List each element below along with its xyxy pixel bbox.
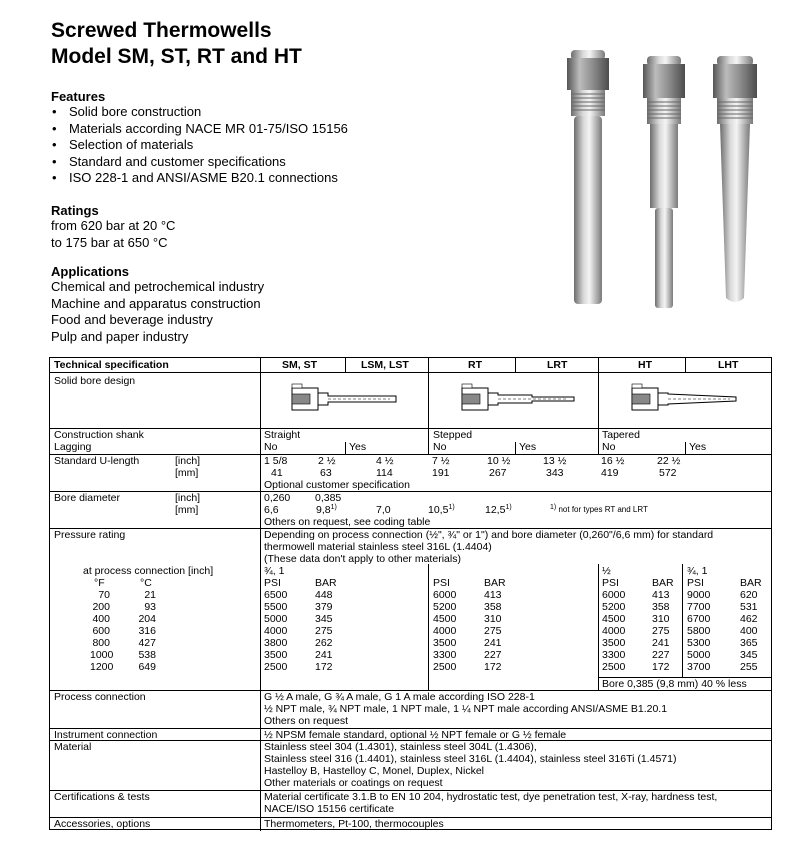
conn-ht-half: ½	[602, 565, 611, 577]
title-line-2: Model SM, ST, RT and HT	[51, 45, 302, 68]
bore-mm-unit: [mm]	[175, 504, 199, 516]
conn-sm: ¾, 1	[264, 565, 285, 577]
pressure-cell-rt-bar: 241	[484, 637, 502, 649]
pressure-cell-ht-3-4-bar: 345	[740, 649, 758, 661]
pressure-cell-temp-c: 649	[138, 661, 156, 673]
pressure-cell-ht-3-4-bar: 531	[740, 601, 758, 613]
ulength-inch-value: 10 ½	[487, 455, 511, 467]
ht-bore-note: Bore 0,385 (9,8 mm) 40 % less	[602, 678, 747, 690]
instrument-conn-label: Instrument connection	[54, 729, 158, 741]
ulength-inch-unit: [inch]	[175, 455, 201, 467]
pressure-cell-rt-bar: 172	[484, 661, 502, 673]
ratings-line: from 620 bar at 20 °C	[51, 218, 176, 233]
pressure-cell-rt-bar: 310	[484, 613, 502, 625]
pressure-cell-rt-psi: 4500	[433, 613, 457, 625]
ulength-mm-value: 41	[271, 467, 283, 479]
process-conn-line: Others on request	[264, 715, 349, 727]
pressure-cell-sm-bar: 172	[315, 661, 333, 673]
pressure-cell-sm-psi: 5000	[264, 613, 288, 625]
pressure-cell-temp-c: 316	[138, 625, 156, 637]
pressure-cell-ht-3-4-psi: 7700	[687, 601, 711, 613]
application-line: Pulp and paper industry	[51, 328, 189, 344]
pressure-cell-ht-half-bar: 241	[652, 637, 670, 649]
pressure-cell-ht-half-bar: 413	[652, 589, 670, 601]
stepped-thermowell	[643, 56, 685, 308]
pressure-cell-ht-half-bar: 172	[652, 661, 670, 673]
accessories-label: Accessories, options	[54, 818, 151, 830]
pressure-cell-ht-3-4-psi: 5800	[687, 625, 711, 637]
col-sm-st: SM, ST	[282, 359, 318, 371]
col-lrt: LRT	[547, 359, 568, 371]
applications-heading: Applications	[51, 264, 130, 279]
pressure-cell-ht-half-psi: 4500	[602, 613, 626, 625]
fahrenheit-header: °F	[94, 577, 105, 589]
bore-inch-value: 0,385	[315, 492, 342, 504]
lagging-yes: Yes	[519, 441, 537, 453]
pressure-cell-ht-3-4-bar: 620	[740, 589, 758, 601]
ulength-mm-value: 114	[376, 467, 393, 479]
application-line: Food and beverage industry	[51, 312, 213, 327]
bore-mm-value: 7,0	[376, 504, 391, 516]
material-label: Material	[54, 741, 92, 753]
psi-header: PSI	[433, 577, 450, 589]
pressure-cell-sm-bar: 241	[315, 649, 333, 661]
certs-line: Material certificate 3.1.B to EN 10 204, hydrostatic test, dye penetration test, X-ray, hardness test,	[264, 791, 718, 803]
pressure-cell-rt-psi: 6000	[433, 589, 457, 601]
pressure-cell-ht-half-psi: 3500	[602, 637, 626, 649]
pressure-cell-sm-bar: 379	[315, 601, 333, 613]
feature-item: • Solid bore construction	[51, 104, 348, 121]
pressure-cell-sm-psi: 5500	[264, 601, 288, 613]
ulength-mm-unit: [mm]	[175, 467, 199, 479]
features-list	[51, 104, 348, 187]
col-rt: RT	[468, 359, 482, 371]
pressure-cell-ht-half-psi: 4000	[602, 625, 626, 637]
tapered-drawing	[630, 382, 742, 416]
tapered-thermowell	[713, 56, 757, 302]
pressure-cell-ht-3-4-psi: 9000	[687, 589, 711, 601]
lagging-yes: Yes	[689, 441, 707, 453]
ratings-line: to 175 bar at 650 °C	[51, 234, 168, 250]
material-line: Stainless steel 316 (1.4401), stainless steel 316L (1.4404), stainless steel 316Ti (1.4571)	[264, 753, 677, 765]
process-connection-label: at process connection [inch]	[83, 565, 214, 577]
pressure-cell-ht-3-4-bar: 365	[740, 637, 758, 649]
col-lht: LHT	[718, 359, 739, 371]
bar-header: BAR	[740, 577, 762, 589]
pressure-cell-temp-c: 21	[144, 589, 156, 601]
certs-line: NACE/ISO 15156 certificate	[264, 803, 395, 815]
shank-tapered: Tapered	[602, 429, 640, 441]
col-lsm-lst: LSM, LST	[361, 359, 409, 371]
material-line: Hastelloy B, Hastelloy C, Monel, Duplex, Nickel	[264, 765, 484, 777]
pressure-cell-ht-half-bar: 275	[652, 625, 670, 637]
bore-footnote: $^{1)}$ not for types RT and LRT	[550, 504, 648, 514]
bar-header: BAR	[652, 577, 674, 589]
ulength-inch-value: 13 ½	[543, 455, 567, 467]
pressure-cell-ht-3-4-bar: 255	[740, 661, 758, 673]
pressure-cell-sm-psi: 6500	[264, 589, 288, 601]
feature-item: • Standard and customer specifications	[51, 154, 348, 171]
psi-header: PSI	[687, 577, 704, 589]
bore-mm-value: 6,6	[264, 504, 279, 516]
bore-inch-unit: [inch]	[175, 492, 201, 504]
material-line: Other materials or coatings on request	[264, 777, 443, 789]
pressure-cell-temp-f: 600	[92, 625, 110, 637]
pressure-cell-ht-half-psi: 6000	[602, 589, 626, 601]
pressure-cell-temp-f: 800	[92, 637, 110, 649]
col-ht: HT	[638, 359, 652, 371]
ulength-note: Optional customer specification	[264, 479, 410, 491]
pressure-cell-sm-psi: 2500	[264, 661, 288, 673]
shank-straight: Straight	[264, 429, 301, 441]
bore-label: Bore diameter	[54, 492, 120, 504]
bore-mm-value: 12,5$^{1)}$	[485, 504, 512, 516]
pressure-cell-sm-psi: 3800	[264, 637, 288, 649]
lagging-no: No	[264, 441, 278, 453]
material-line: Stainless steel 304 (1.4301), stainless steel 304L (1.4306),	[264, 741, 537, 753]
features-heading: Features	[51, 89, 106, 104]
process-conn-line: G ½ A male, G ¾ A male, G 1 A male according ISO 228-1	[264, 691, 535, 703]
page-title	[51, 18, 302, 70]
pressure-cell-temp-f: 1200	[90, 661, 114, 673]
pressure-label: Pressure rating	[54, 529, 126, 541]
pressure-cell-rt-bar: 413	[484, 589, 502, 601]
pressure-cell-rt-bar: 227	[484, 649, 502, 661]
pressure-cell-ht-half-psi: 3300	[602, 649, 626, 661]
pressure-cell-temp-f: 200	[92, 601, 110, 613]
pressure-cell-sm-psi: 3500	[264, 649, 288, 661]
feature-item: • Materials according NACE MR 01-75/ISO 15156	[51, 121, 348, 138]
pressure-desc: thermowell material stainless steel 316L (1.4404)	[264, 541, 492, 553]
solid-bore-label: Solid bore design	[54, 375, 136, 387]
feature-item: • ISO 228-1 and ANSI/ASME B20.1 connections	[51, 170, 348, 187]
ulength-mm-value: 191	[432, 467, 450, 479]
pressure-cell-temp-c: 427	[138, 637, 156, 649]
pressure-cell-temp-c: 538	[138, 649, 156, 661]
application-line: Machine and apparatus construction	[51, 295, 261, 311]
pressure-cell-ht-half-bar: 358	[652, 601, 670, 613]
accessories-value: Thermometers, Pt-100, thermocouples	[264, 818, 444, 830]
lagging-no: No	[602, 441, 616, 453]
pressure-cell-ht-half-bar: 227	[652, 649, 670, 661]
pressure-cell-temp-f: 70	[98, 589, 110, 601]
ulength-mm-value: 419	[601, 467, 619, 479]
applications-text	[51, 279, 264, 345]
pressure-cell-rt-psi: 4000	[433, 625, 457, 637]
ulength-inch-value: 7 ½	[432, 455, 450, 467]
ulength-inch-value: 2 ½	[318, 455, 336, 467]
ulength-inch-value: 4 ½	[376, 455, 394, 467]
ulength-inch-value: 1 5/8	[264, 455, 288, 467]
pressure-cell-sm-psi: 4000	[264, 625, 288, 637]
pressure-cell-ht-3-4-psi: 3700	[687, 661, 711, 673]
bore-mm-value: 9,8$^{1)}$	[316, 504, 337, 516]
pressure-cell-ht-half-psi: 2500	[602, 661, 626, 673]
process-conn-line: ½ NPT male, ¾ NPT male, 1 NPT male, 1 ¼ NPT male according ANSI/ASME B1.20.1	[264, 703, 668, 715]
bar-header: BAR	[484, 577, 506, 589]
lagging-no: No	[433, 441, 447, 453]
ulength-inch-value: 16 ½	[601, 455, 625, 467]
pressure-desc: (These data don't apply to other materials)	[264, 553, 461, 565]
ulength-mm-value: 63	[320, 467, 332, 479]
title-line-1: Screwed Thermowells	[51, 19, 272, 42]
celsius-header: °C	[140, 577, 152, 589]
pressure-cell-temp-c: 93	[144, 601, 156, 613]
pressure-cell-sm-bar: 345	[315, 613, 333, 625]
ulength-mm-value: 267	[489, 467, 507, 479]
straight-thermowell	[567, 50, 609, 304]
pressure-cell-ht-half-bar: 310	[652, 613, 670, 625]
psi-header: PSI	[264, 577, 281, 589]
pressure-desc: Depending on process connection (½", ¾" or 1") and bore diameter (0,260"/6,6 mm) for standard	[264, 529, 714, 541]
bore-inch-value: 0,260	[264, 492, 291, 504]
spec-table	[49, 357, 772, 830]
instrument-conn-value: ½ NPSM female standard, optional ½ NPT female or G ½ female	[264, 729, 567, 741]
pressure-cell-temp-f: 1000	[90, 649, 114, 661]
shank-stepped: Stepped	[433, 429, 473, 441]
process-conn-label: Process connection	[54, 691, 146, 703]
pressure-cell-sm-bar: 448	[315, 589, 333, 601]
psi-header: PSI	[602, 577, 619, 589]
stepped-drawing	[460, 382, 580, 416]
pressure-cell-temp-c: 204	[138, 613, 156, 625]
bore-mm-value: 10,5$^{1)}$	[428, 504, 455, 516]
pressure-cell-temp-f: 400	[92, 613, 110, 625]
pressure-cell-rt-bar: 275	[484, 625, 502, 637]
pressure-cell-ht-3-4-psi: 5300	[687, 637, 711, 649]
conn-ht-3-4: ¾, 1	[687, 565, 708, 577]
ratings-text	[51, 218, 175, 251]
bore-note: Others on request, see coding table	[264, 516, 431, 528]
ulength-mm-value: 572	[659, 467, 677, 479]
table-header-label: Technical specification	[54, 359, 169, 371]
pressure-cell-ht-3-4-bar: 462	[740, 613, 758, 625]
certs-label: Certifications & tests	[54, 791, 150, 803]
ratings-heading: Ratings	[51, 203, 99, 218]
pressure-cell-rt-psi: 5200	[433, 601, 457, 613]
thermowell-photo	[545, 40, 785, 318]
lagging-label: Lagging	[54, 441, 92, 453]
feature-item: • Selection of materials	[51, 137, 348, 154]
pressure-cell-rt-psi: 2500	[433, 661, 457, 673]
pressure-cell-ht-3-4-psi: 6700	[687, 613, 711, 625]
application-line: Chemical and petrochemical industry	[51, 279, 265, 294]
ulength-mm-value: 343	[546, 467, 564, 479]
pressure-cell-ht-3-4-bar: 400	[740, 625, 758, 637]
ulength-inch-value: 22 ½	[657, 455, 681, 467]
pressure-cell-sm-bar: 275	[315, 625, 333, 637]
bar-header: BAR	[315, 577, 337, 589]
construction-label: Construction shank	[54, 429, 144, 441]
pressure-cell-rt-bar: 358	[484, 601, 502, 613]
pressure-cell-rt-psi: 3300	[433, 649, 457, 661]
pressure-cell-rt-psi: 3500	[433, 637, 457, 649]
pressure-cell-sm-bar: 262	[315, 637, 333, 649]
straight-drawing	[290, 382, 402, 416]
pressure-cell-ht-half-psi: 5200	[602, 601, 626, 613]
lagging-yes: Yes	[349, 441, 367, 453]
pressure-cell-ht-3-4-psi: 5000	[687, 649, 711, 661]
ulength-label: Standard U-length	[54, 455, 140, 467]
